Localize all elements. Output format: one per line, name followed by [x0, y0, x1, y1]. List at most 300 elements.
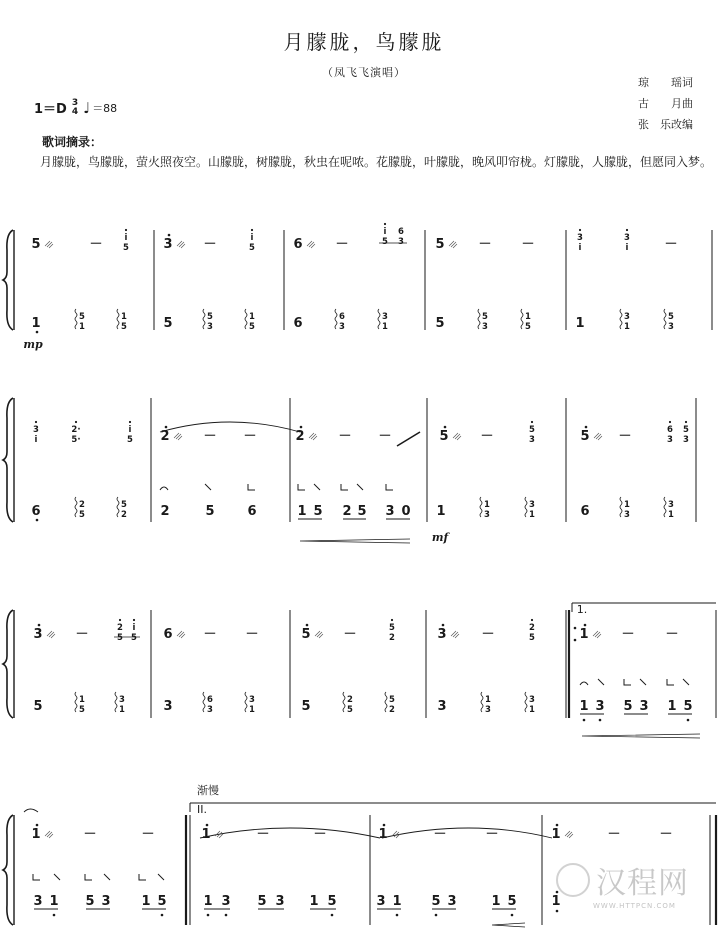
chord-note-top: 5: [207, 312, 213, 322]
rest-dash: －: [621, 627, 635, 642]
arpeggio-mark: [385, 692, 387, 712]
chord-note-bottom: 5·: [71, 435, 81, 445]
octave-dot: [669, 421, 671, 423]
chord-note-top: 5: [482, 312, 488, 322]
chord-note-bottom: 5: [249, 243, 255, 253]
tremolo-mark: [177, 631, 185, 638]
chord-note-top: 3: [529, 695, 535, 705]
chord-note-top: 1: [484, 500, 490, 510]
octave-dot: [161, 914, 164, 917]
octave-dot: [75, 421, 77, 423]
chord-note-bottom: 3: [339, 322, 345, 332]
bass-note: 5: [327, 894, 337, 909]
chord-note-bottom: 5: [117, 633, 123, 643]
octave-dot: [391, 619, 393, 621]
bass-note: 3: [221, 894, 231, 909]
fingering-mark: [580, 682, 588, 685]
chord-note-top: i: [383, 227, 387, 237]
melody-note: 2: [295, 429, 305, 444]
octave-dot: [444, 426, 447, 429]
arpeggio-mark: [620, 309, 622, 329]
bass-note: 3: [385, 504, 395, 519]
arpeggio-mark: [203, 692, 205, 712]
chord-note-bottom: 1: [529, 705, 535, 715]
repeat-dot: [574, 639, 577, 642]
melody-note: 6: [293, 237, 303, 252]
chord-note-bottom: 3: [683, 435, 689, 445]
melody-note: 5: [31, 237, 41, 252]
bass-note: 3: [595, 699, 605, 714]
chord-note-bottom: 3: [624, 510, 630, 520]
octave-dot: [626, 229, 628, 231]
bass-note: 1: [141, 894, 151, 909]
arpeggio-mark: [245, 692, 247, 712]
crescendo-hairpin: [492, 923, 525, 927]
composer-credit: 古 月曲: [638, 97, 693, 110]
bass-note: 5: [683, 699, 693, 714]
chord-note-bottom: 5: [525, 322, 531, 332]
arpeggio-mark: [117, 497, 119, 517]
octave-dot: [36, 331, 39, 334]
fingering-mark: [598, 679, 604, 685]
fingering-mark: [667, 679, 674, 685]
bass-note: 5: [163, 316, 173, 331]
bass-note: 5: [507, 894, 517, 909]
bass-note: 5: [157, 894, 167, 909]
tempo-value: ＝88: [92, 101, 118, 115]
arpeggio-mark: [620, 497, 622, 517]
chord-note-top: 3: [33, 425, 39, 435]
chord-note-top: 3: [577, 233, 583, 243]
octave-dot: [442, 624, 445, 627]
chord-note-top: 1: [485, 695, 491, 705]
bass-note: 6: [293, 316, 303, 331]
rest-dash: －: [521, 237, 535, 252]
chord-note-bottom: 3: [485, 705, 491, 715]
bass-note: 1: [203, 894, 213, 909]
fingering-mark: [85, 874, 92, 880]
tremolo-mark: [315, 631, 323, 638]
octave-dot: [168, 234, 171, 237]
bass-note: 1: [49, 894, 59, 909]
watermark-logo-icon: [556, 863, 590, 897]
melody-note: 1: [201, 827, 211, 842]
arpeggio-mark: [525, 497, 527, 517]
chord-note-top: 1: [624, 500, 630, 510]
chord-note-top: i: [124, 233, 128, 243]
arpeggio-mark: [521, 309, 523, 329]
melody-note: 3: [33, 627, 43, 642]
chord-note-bottom: 1: [624, 322, 630, 332]
arpeggio-mark: [664, 497, 666, 517]
bass-note: 1: [491, 894, 501, 909]
quarter-note-icon: ♩: [83, 98, 91, 117]
octave-dot: [165, 426, 168, 429]
chord-note-top: 2: [529, 623, 535, 633]
octave-dot: [225, 914, 228, 917]
rest-dash: －: [313, 827, 327, 842]
octave-dot: [579, 229, 581, 231]
chord-note-bottom: 5: [123, 243, 129, 253]
tremolo-mark: [594, 433, 602, 440]
octave-dot: [687, 719, 690, 722]
octave-dot: [685, 421, 687, 423]
bass-note: 5: [313, 504, 323, 519]
bass-note: 3: [437, 699, 447, 714]
chord-note-top: 3: [624, 312, 630, 322]
rest-dash: －: [665, 627, 679, 642]
chord-note-bottom: 1: [382, 322, 388, 332]
bass-note: 5: [623, 699, 633, 714]
chord-note-bottom: 2: [121, 510, 127, 520]
melody-note: 6: [163, 627, 173, 642]
chord-note-top: 3: [382, 312, 388, 322]
bass-note: 1: [392, 894, 402, 909]
rest-dash: －: [203, 429, 217, 444]
chord-note-top: 5: [529, 425, 535, 435]
fingering-mark: [357, 484, 363, 490]
fingering-mark: [640, 679, 646, 685]
octave-dot: [206, 824, 209, 827]
bass-note: 1: [309, 894, 319, 909]
tie: [160, 422, 300, 432]
chord-note-top: 2: [79, 500, 85, 510]
system-brace: [3, 815, 13, 925]
bass-note: 5: [205, 504, 215, 519]
arpeggio-mark: [75, 497, 77, 517]
chord-note-bottom: 5: [347, 705, 353, 715]
octave-dot: [556, 910, 559, 913]
rest-dash: －: [256, 827, 270, 842]
bass-note: 1: [579, 699, 589, 714]
melody-note: 5: [301, 627, 311, 642]
bass-note: 3: [275, 894, 285, 909]
bass-note: 1: [575, 316, 585, 331]
arpeggio-mark: [525, 692, 527, 712]
bass-note: 5: [357, 504, 367, 519]
chord-note-top: 1: [249, 312, 255, 322]
rest-dash: －: [203, 627, 217, 642]
bass-note: 3: [101, 894, 111, 909]
octave-dot: [331, 914, 334, 917]
fingering-mark: [341, 484, 348, 490]
chord-note-top: 2: [117, 623, 123, 633]
octave-dot: [396, 914, 399, 917]
chord-note-bottom: 3: [529, 435, 535, 445]
octave-dot: [556, 824, 559, 827]
chord-note-top: 3: [119, 695, 125, 705]
bass-note: 5: [435, 316, 445, 331]
arpeggio-mark: [481, 692, 483, 712]
tremolo-mark: [45, 831, 53, 838]
melody-note: 3: [437, 627, 447, 642]
watermark-url: WWW.HTTPCN.COM: [593, 902, 676, 910]
system-brace: [3, 398, 13, 522]
chord-note-bottom: 3: [668, 322, 674, 332]
chord-note-top: i: [128, 425, 132, 435]
bass-note: 0: [401, 504, 411, 519]
bass-note: 3: [163, 699, 173, 714]
octave-dot: [36, 824, 39, 827]
chord-note-top: 3: [624, 233, 630, 243]
rest-dash: －: [659, 827, 673, 842]
chord-note-bottom: 5: [127, 435, 133, 445]
rest-dash: －: [338, 429, 352, 444]
octave-dot: [384, 223, 386, 225]
octave-dot: [36, 519, 39, 522]
tie: [24, 809, 38, 812]
chord-note-top: 3: [529, 500, 535, 510]
bass-note: 2: [342, 504, 352, 519]
rest-dash: －: [243, 429, 257, 444]
chord-note-bottom: 5: [382, 237, 388, 247]
rest-dash: －: [480, 429, 494, 444]
chord-note-top: 5: [121, 500, 127, 510]
chord-note-bottom: 3: [667, 435, 673, 445]
octave-dot: [383, 824, 386, 827]
chord-note-top: 5: [668, 312, 674, 322]
chord-note-bottom: 2: [389, 633, 395, 643]
rest-dash: －: [141, 827, 155, 842]
ritardando-text: 渐慢: [197, 784, 219, 797]
song-title: 月朦胧，鸟朦胧: [283, 30, 445, 54]
arpeggio-mark: [343, 692, 345, 712]
rest-dash: －: [203, 237, 217, 252]
fingering-mark: [386, 484, 393, 490]
chord-note-top: 5: [389, 695, 395, 705]
tremolo-mark: [309, 433, 317, 440]
tremolo-mark: [47, 631, 55, 638]
fingering-mark: [139, 874, 146, 880]
rest-dash: －: [664, 237, 678, 252]
crescendo-hairpin: [300, 539, 410, 543]
rest-dash: －: [83, 827, 97, 842]
rest-dash: －: [75, 627, 89, 642]
volta-1-label: 1.: [576, 603, 588, 616]
tie: [200, 828, 380, 838]
chord-note-bottom: 3: [482, 322, 488, 332]
octave-dot: [35, 421, 37, 423]
rest-dash: －: [378, 429, 392, 444]
fingering-mark: [298, 484, 305, 490]
chord-note-bottom: 2: [389, 705, 395, 715]
tie: [382, 828, 552, 838]
chord-note-top: 5: [389, 623, 395, 633]
bass-note: 2: [160, 504, 170, 519]
fingering-mark: [104, 874, 110, 880]
melody-note: 5: [435, 237, 445, 252]
bass-note: 1: [551, 894, 561, 909]
fingering-mark: [33, 874, 40, 880]
chord-note-bottom: 5: [131, 633, 137, 643]
bass-note: 1: [31, 316, 41, 331]
bass-note: 3: [33, 894, 43, 909]
fingering-mark: [624, 679, 631, 685]
chord-note-bottom: 5: [121, 322, 127, 332]
fingering-mark: [248, 484, 255, 490]
bass-note: 5: [85, 894, 95, 909]
tremolo-mark: [449, 241, 457, 248]
chord-note-bottom: 1: [79, 322, 85, 332]
chord-note-top: 2·: [71, 425, 81, 435]
chord-note-top: 5: [79, 312, 85, 322]
tremolo-mark: [174, 433, 182, 440]
arpeggio-mark: [335, 309, 337, 329]
lyricist-credit: 琼 瑶词: [638, 76, 693, 89]
arpeggio-mark: [664, 309, 666, 329]
fingering-mark: [314, 484, 320, 490]
chord-note-bottom: 1: [249, 705, 255, 715]
glissando-mark: [397, 432, 420, 446]
performer-note: （凤飞飞演唱）: [322, 66, 406, 79]
rest-dash: －: [245, 627, 259, 642]
chord-note-bottom: 3: [398, 237, 404, 247]
time-signature-top: 3: [71, 97, 79, 108]
melody-note: 1: [378, 827, 388, 842]
arranger-credit: 张 乐改编: [638, 118, 693, 131]
octave-dot: [119, 619, 121, 621]
rest-dash: －: [478, 237, 492, 252]
bass-note: 5: [431, 894, 441, 909]
rest-dash: －: [607, 827, 621, 842]
chord-note-bottom: 1: [119, 705, 125, 715]
volta-2-label: II.: [197, 803, 207, 816]
chord-note-bottom: 1: [668, 510, 674, 520]
rest-dash: －: [343, 627, 357, 642]
bass-note: 5: [33, 699, 43, 714]
octave-dot: [531, 421, 533, 423]
octave-dot: [511, 914, 514, 917]
chord-note-bottom: 3: [207, 705, 213, 715]
tremolo-mark: [565, 831, 573, 838]
dynamic-mp: mp: [23, 338, 43, 351]
rest-dash: －: [485, 827, 499, 842]
rest-dash: －: [89, 237, 103, 252]
octave-dot: [435, 914, 438, 917]
octave-dot: [38, 624, 41, 627]
melody-note: 3: [163, 237, 173, 252]
arpeggio-mark: [478, 309, 480, 329]
chord-note-top: 1: [121, 312, 127, 322]
octave-dot: [599, 719, 602, 722]
chord-note-bottom: 5: [79, 705, 85, 715]
bass-note: 1: [297, 504, 307, 519]
chord-note-top: 1: [525, 312, 531, 322]
chord-note-top: i: [132, 623, 136, 633]
key-signature: 1＝D: [34, 102, 67, 117]
chord-note-top: i: [250, 233, 254, 243]
melody-note: 5: [439, 429, 449, 444]
chord-note-bottom: 1: [529, 510, 535, 520]
fingering-mark: [54, 874, 60, 880]
chord-note-top: 1: [79, 695, 85, 705]
arpeggio-mark: [75, 309, 77, 329]
chord-note-bottom: 5: [249, 322, 255, 332]
tremolo-mark: [177, 241, 185, 248]
time-signature-bottom: 4: [71, 106, 79, 117]
rest-dash: －: [618, 429, 632, 444]
arpeggio-mark: [378, 309, 380, 329]
chord-note-top: 2: [347, 695, 353, 705]
bass-note: 6: [247, 504, 257, 519]
chord-note-bottom: i: [578, 243, 582, 253]
chord-note-bottom: 3: [484, 510, 490, 520]
octave-dot: [300, 426, 303, 429]
tremolo-mark: [307, 241, 315, 248]
crescendo-hairpin: [582, 734, 700, 738]
chord-note-bottom: 5: [79, 510, 85, 520]
octave-dot: [531, 619, 533, 621]
fingering-mark: [158, 874, 164, 880]
octave-dot: [585, 426, 588, 429]
bass-note: 6: [580, 504, 590, 519]
octave-dot: [133, 619, 135, 621]
melody-note: 1: [551, 827, 561, 842]
lyrics-heading: 歌词摘录：: [42, 135, 103, 149]
bass-note: 3: [447, 894, 457, 909]
lyrics-text: 月朦胧，鸟朦胧，萤火照夜空。山朦胧，树朦胧，秋虫在呢哝。花朦胧，叶朦胧，晚风叩帘栊。灯朦胧，人朦胧，但愿同入梦。: [40, 155, 713, 169]
fingering-mark: [160, 487, 168, 490]
tremolo-mark: [45, 241, 53, 248]
melody-note: 1: [31, 827, 41, 842]
fingering-mark: [683, 679, 689, 685]
repeat-dot: [574, 627, 577, 630]
bass-note: 3: [639, 699, 649, 714]
chord-note-bottom: i: [625, 243, 629, 253]
arpeggio-mark: [480, 497, 482, 517]
arpeggio-mark: [75, 692, 77, 712]
chord-note-top: 5: [683, 425, 689, 435]
chord-note-top: 6: [207, 695, 213, 705]
rest-dash: －: [335, 237, 349, 252]
tremolo-mark: [453, 433, 461, 440]
chord-note-top: 3: [668, 500, 674, 510]
rest-dash: －: [481, 627, 495, 642]
chord-note-top: 6: [667, 425, 673, 435]
chord-note-top: 6: [339, 312, 345, 322]
bass-note: 3: [376, 894, 386, 909]
octave-dot: [306, 624, 309, 627]
melody-note: 5: [580, 429, 590, 444]
bass-note: 1: [667, 699, 677, 714]
octave-dot: [129, 421, 131, 423]
rest-dash: －: [433, 827, 447, 842]
system-brace: [3, 230, 13, 330]
octave-dot: [584, 624, 587, 627]
chord-note-bottom: i: [34, 435, 38, 445]
arpeggio-mark: [115, 692, 117, 712]
bass-note: 1: [436, 504, 446, 519]
system-brace: [3, 610, 13, 718]
melody-note: 1: [579, 627, 589, 642]
octave-dot: [125, 229, 127, 231]
octave-dot: [53, 914, 56, 917]
chord-note-top: 3: [249, 695, 255, 705]
bass-note: 5: [301, 699, 311, 714]
melody-note: 2: [160, 429, 170, 444]
arpeggio-mark: [245, 309, 247, 329]
bass-note: 5: [257, 894, 267, 909]
tremolo-mark: [593, 631, 601, 638]
arpeggio-mark: [203, 309, 205, 329]
watermark-name: 汉程网: [596, 866, 689, 901]
watermark: [556, 858, 689, 902]
arpeggio-mark: [117, 309, 119, 329]
tremolo-mark: [451, 631, 459, 638]
chord-note-bottom: 5: [529, 633, 535, 643]
octave-dot: [251, 229, 253, 231]
octave-dot: [583, 719, 586, 722]
